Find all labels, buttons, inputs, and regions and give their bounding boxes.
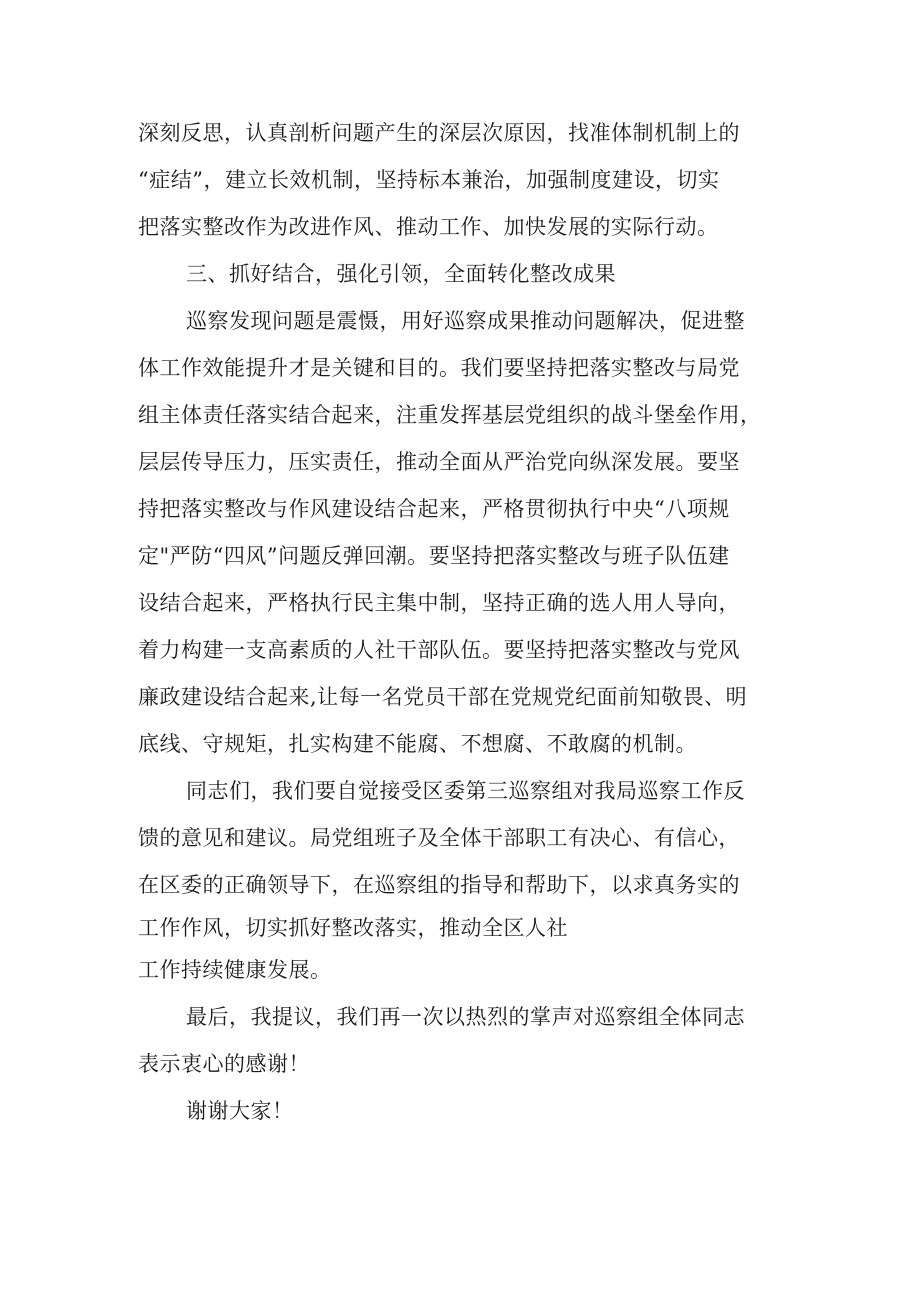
text-line: “症结”，建立长效机制，坚持标本兼治，加强制度建设，切实: [138, 168, 720, 192]
text-line: 层层传导压力，压实责任，推动全面从严治党向纵深发展。要坚: [138, 450, 740, 474]
text-line: 体工作效能提升才是关键和目的。我们要坚持把落实整改与局党: [138, 356, 740, 380]
text-line: 深刻反思，认真剖析问题产生的深层次原因，找准体制机制上的: [138, 121, 740, 145]
text-line: 着力构建一支高素质的人社干部队伍。要坚持把落实整改与党风: [138, 638, 740, 662]
document-body: [138, 110, 798, 1135]
text-line: 底线、守规矩，扎实构建不能腐、不想腐、不敢腐的机制。: [138, 732, 697, 756]
text-line: 最后，我提议，我们再一次以热烈的掌声对巡察组全体同志: [186, 1005, 745, 1029]
text-line: 工作作风，切实抓好整改落实，推动全区人社: [138, 916, 568, 940]
text-line: 表示衷心的感谢！: [138, 1052, 310, 1076]
text-line: 把落实整改作为改进作风、推动工作、加快发展的实际行动。: [138, 215, 719, 239]
text-line: 馈的意见和建议。局党组班子及全体干部职工有决心、有信心，: [138, 826, 740, 850]
text-line: 组主体责任落实结合起来，注重发挥基层党组织的战斗堡垒作用，: [138, 403, 762, 427]
text-line: 谢谢大家！: [186, 1099, 294, 1123]
text-line: 巡察发现问题是震慑，用好巡察成果推动问题解决，促进整: [186, 309, 745, 333]
text-line: 定"严防“四风”问题反弹回潮。要坚持把落实整改与班子队伍建: [138, 544, 730, 568]
text-line: 在区委的正确领导下，在巡察组的指导和帮助下，以求真务实的: [138, 873, 740, 897]
text-line: 廉政建设结合起来,让每一名党员干部在党规党纪面前知敬畏、明: [138, 685, 748, 709]
text-line: 工作持续健康发展。: [138, 958, 332, 982]
text-line: 三、抓好结合，强化引领，全面转化整改成果: [186, 262, 616, 286]
text-line: 持把落实整改与作风建设结合起来，严格贯彻执行中央“八项规: [138, 497, 730, 521]
text-line: 设结合起来，严格执行民主集中制，坚持正确的选人用人导向，: [138, 591, 740, 615]
text-line: 同志们，我们要自觉接受区委第三巡察组对我局巡察工作反: [186, 779, 745, 803]
